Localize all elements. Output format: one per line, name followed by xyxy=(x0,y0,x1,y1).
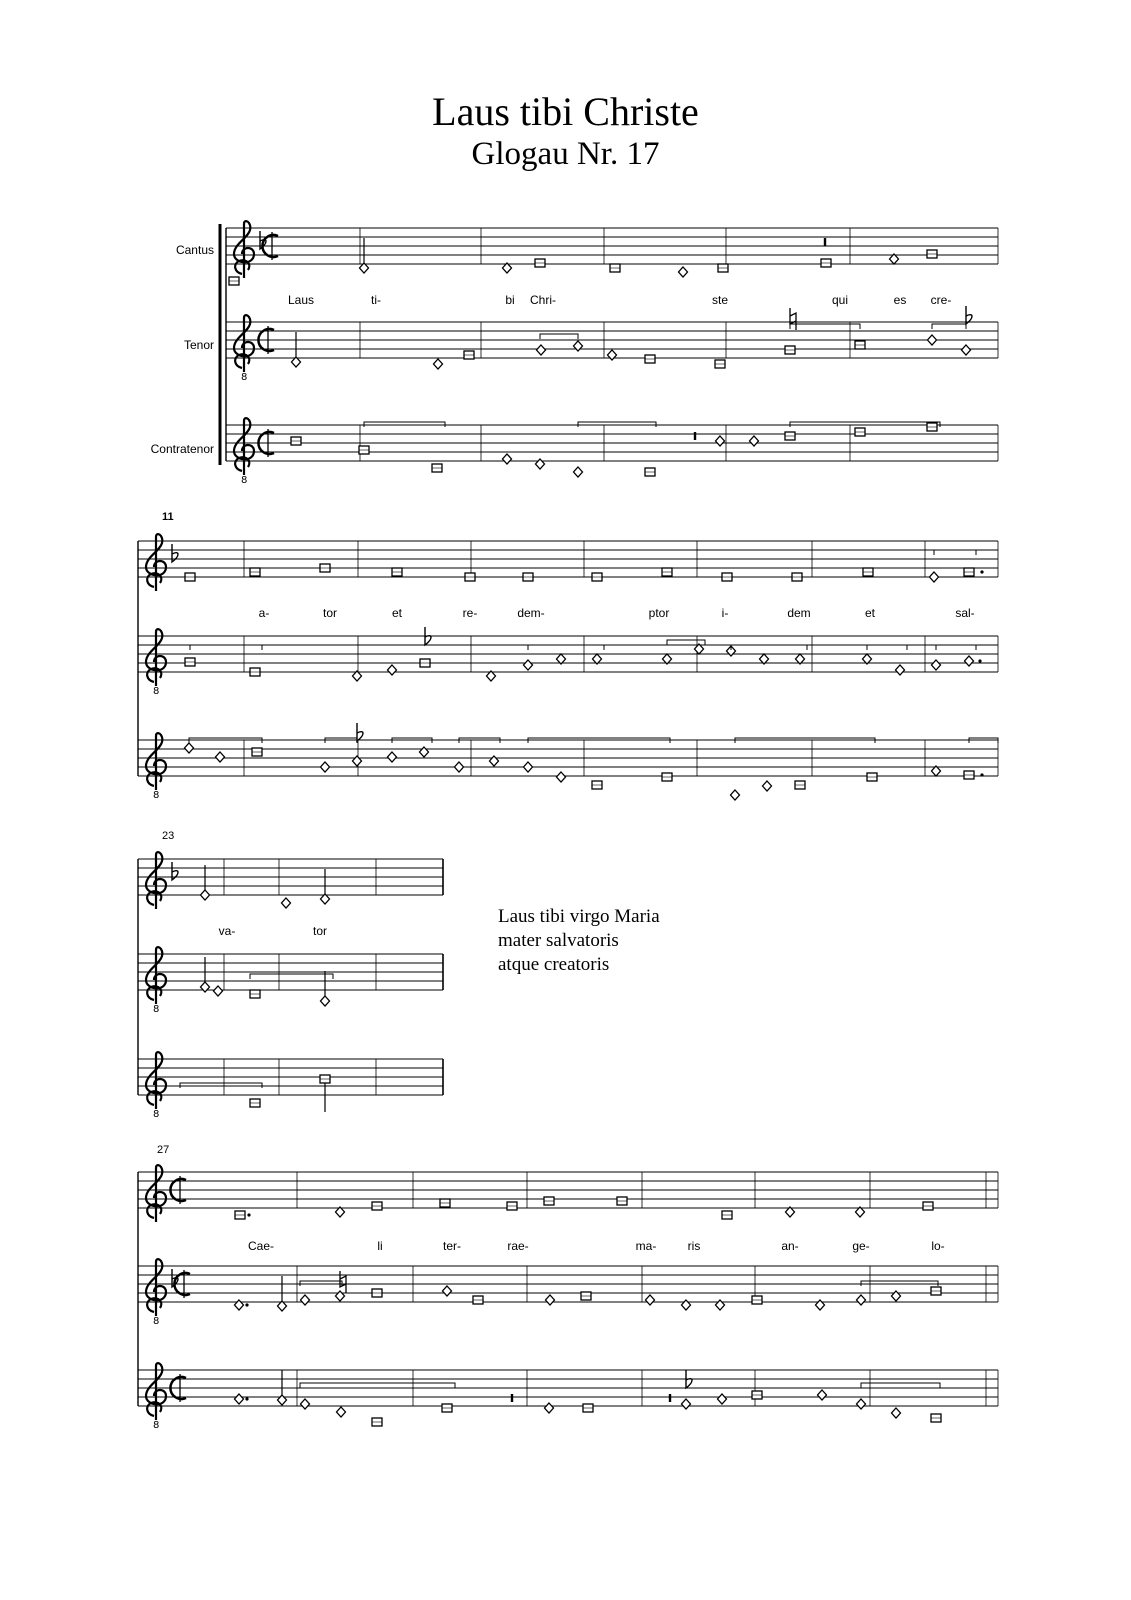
voice-label-contratenor: Contratenor xyxy=(150,442,214,456)
octave-eight-icon: 8 xyxy=(153,1316,160,1327)
semibreve-note xyxy=(932,660,941,670)
ligature-bracket xyxy=(300,1281,342,1286)
treble-clef-icon xyxy=(234,418,254,475)
semibreve-note xyxy=(682,1399,691,1409)
treble-clef-icon xyxy=(146,1363,166,1420)
semibreve-note xyxy=(282,898,291,908)
semibreve-note xyxy=(536,459,545,469)
measure-number-27: 27 xyxy=(157,1144,170,1156)
lyric-syllable: an- xyxy=(781,1239,799,1253)
ligature-bracket xyxy=(861,1383,940,1388)
semibreve-note xyxy=(434,359,443,369)
measure-number-23: 23 xyxy=(162,830,175,842)
semibreve-note xyxy=(360,263,369,273)
semibreve-note xyxy=(557,772,566,782)
semibreve-note xyxy=(388,665,397,675)
lyric-syllable: li xyxy=(377,1239,383,1253)
lyric-syllable: et xyxy=(391,606,403,620)
system-4 xyxy=(138,1165,998,1431)
semibreve-note xyxy=(353,756,362,766)
lyric-syllable: bi xyxy=(505,293,515,307)
semibreve-note xyxy=(545,1403,554,1413)
lyric-syllable: ris xyxy=(687,1239,701,1253)
semibreve-note xyxy=(278,1301,287,1311)
voice-label-tenor: Tenor xyxy=(183,338,214,352)
semibreve-note xyxy=(716,1300,725,1310)
ligature-bracket xyxy=(528,645,604,650)
semibreve-note xyxy=(965,656,974,666)
semibreve-note xyxy=(487,671,496,681)
semibreve-note xyxy=(574,341,583,351)
treble-clef-icon xyxy=(146,534,166,591)
poem-line: mater salvatoris xyxy=(498,930,619,951)
ligature-bracket xyxy=(250,974,333,979)
lyric-syllable: ge- xyxy=(852,1239,870,1253)
dot xyxy=(245,1303,248,1306)
semibreve-note xyxy=(524,762,533,772)
semibreve-note xyxy=(336,1207,345,1217)
poem-line: atque creatoris xyxy=(498,954,610,975)
flat-sign-icon xyxy=(966,306,972,324)
semibreve-note xyxy=(928,335,937,345)
treble-clef-icon xyxy=(146,733,166,790)
dot xyxy=(980,773,983,776)
semibreve-note xyxy=(278,1395,287,1405)
lyric-syllable: Cae- xyxy=(247,1239,275,1253)
ligature-bracket xyxy=(392,738,432,743)
semibreve-note xyxy=(750,436,759,446)
ligature-bracket xyxy=(867,645,907,650)
semibreve-note xyxy=(337,1407,346,1417)
dot xyxy=(245,1397,248,1400)
semibreve-note xyxy=(892,1408,901,1418)
natural-sign-icon xyxy=(790,308,796,330)
lyric-syllable: qui xyxy=(831,293,849,307)
treble-clef-icon xyxy=(146,1259,166,1316)
semibreve-note xyxy=(524,660,533,670)
semibreve-note xyxy=(443,1286,452,1296)
semibreve-note xyxy=(321,894,330,904)
measure-number-11: 11 xyxy=(162,511,174,523)
semibreve-note xyxy=(301,1399,310,1409)
semibreve-note xyxy=(896,665,905,675)
treble-clef-icon xyxy=(146,852,166,909)
ligature-bracket xyxy=(300,1383,455,1388)
semibreve-note xyxy=(760,654,769,664)
semibreve-note xyxy=(503,454,512,464)
lyric-syllable: ter- xyxy=(443,1239,461,1253)
semibreve-note xyxy=(786,1207,795,1217)
dot xyxy=(980,570,983,573)
lyrics xyxy=(219,293,975,1253)
treble-clef-icon xyxy=(146,1052,166,1109)
ligature-bracket xyxy=(932,324,966,329)
semibreve-note xyxy=(716,436,725,446)
ligature-bracket xyxy=(190,645,262,650)
lyric-syllable: Laus xyxy=(287,293,315,307)
ligature-bracket xyxy=(180,1083,262,1088)
semibreve-note xyxy=(336,1291,345,1301)
semibreve-note xyxy=(216,752,225,762)
semibreve-note xyxy=(593,654,602,664)
semibreve-note xyxy=(857,1295,866,1305)
natural-sign-icon xyxy=(340,1271,346,1293)
semibreve-note xyxy=(557,654,566,664)
ligature-bracket xyxy=(189,738,262,743)
voice-label-cantus: Cantus xyxy=(175,243,214,257)
treble-clef-icon xyxy=(234,221,254,278)
semibreve-note xyxy=(388,752,397,762)
semibreve-note xyxy=(763,781,772,791)
semibreve-note xyxy=(420,747,429,757)
lyric-syllable: tor xyxy=(312,924,328,938)
octave-eight-icon: 8 xyxy=(153,1109,160,1120)
lyric-syllable: ti- xyxy=(371,293,381,307)
semibreve-note xyxy=(818,1390,827,1400)
semibreve-note xyxy=(608,350,617,360)
semibreve-note xyxy=(695,644,704,654)
ligature-bracket xyxy=(790,324,860,329)
treble-clef-icon xyxy=(234,315,254,372)
semibreve-note xyxy=(292,357,301,367)
semibreve-note xyxy=(201,890,210,900)
ligature-bracket xyxy=(934,550,976,555)
ligature-bracket xyxy=(578,422,656,427)
flat-sign-icon xyxy=(357,723,363,741)
lyric-syllable: re- xyxy=(462,606,478,620)
octave-eight-icon: 8 xyxy=(241,475,248,486)
semibreve-note xyxy=(321,996,330,1006)
ligature-bracket xyxy=(459,738,500,743)
lyric-syllable: ma- xyxy=(635,1239,657,1253)
ligature-bracket xyxy=(969,738,998,743)
semibreve-note xyxy=(353,671,362,681)
semibreve-note xyxy=(816,1300,825,1310)
semibreve-note xyxy=(574,467,583,477)
semibreve-note xyxy=(930,572,939,582)
dot xyxy=(978,659,981,662)
semibreve-note xyxy=(546,1295,555,1305)
flat-sign-icon xyxy=(425,627,431,645)
semibreve-note xyxy=(890,254,899,264)
lyric-syllable: cre- xyxy=(930,293,952,307)
semibreve-note xyxy=(718,1394,727,1404)
treble-clef-icon xyxy=(146,1165,166,1222)
octave-eight-icon: 8 xyxy=(153,686,160,697)
semibreve-note xyxy=(537,345,546,355)
ligature-bracket xyxy=(936,645,976,650)
semibreve-note xyxy=(301,1295,310,1305)
system-3 xyxy=(138,852,443,1120)
semibreve-note xyxy=(679,267,688,277)
semibreve-note xyxy=(932,766,941,776)
semibreve-note xyxy=(214,986,223,996)
ligature-bracket xyxy=(528,738,670,743)
piece-subtitle: Glogau Nr. 17 xyxy=(471,136,660,172)
lyric-syllable: sal- xyxy=(955,606,975,620)
semibreve-note xyxy=(857,1399,866,1409)
semibreve-note xyxy=(892,1291,901,1301)
semibreve-note xyxy=(962,345,971,355)
treble-clef-icon xyxy=(146,947,166,1004)
semibreve-note xyxy=(185,743,194,753)
lyric-syllable: a- xyxy=(258,606,270,620)
semibreve-note xyxy=(863,654,872,664)
octave-eight-icon: 8 xyxy=(241,372,248,383)
poem-line: Laus tibi virgo Maria xyxy=(498,906,660,927)
octave-eight-icon: 8 xyxy=(153,1004,160,1015)
semibreve-note xyxy=(455,762,464,772)
semibreve-note xyxy=(201,982,210,992)
dot xyxy=(247,1213,250,1216)
semibreve-note xyxy=(503,263,512,273)
poem-text xyxy=(498,905,660,977)
lyric-syllable: va- xyxy=(218,924,236,938)
semibreve-note xyxy=(235,1300,244,1310)
ligature-bracket xyxy=(731,645,807,650)
lyric-syllable: rae- xyxy=(507,1239,529,1253)
lyric-syllable: Chri- xyxy=(530,293,556,307)
lyric-syllable: ste xyxy=(711,293,729,307)
ligature-bracket xyxy=(790,422,940,427)
lyric-syllable: dem- xyxy=(517,606,545,620)
lyric-syllable: dem xyxy=(787,606,811,620)
ligature-bracket xyxy=(735,738,875,743)
ligature-bracket xyxy=(325,738,357,743)
semibreve-note xyxy=(682,1300,691,1310)
lyric-syllable: et xyxy=(864,606,876,620)
semibreve-note xyxy=(490,756,499,766)
treble-clef-icon xyxy=(146,629,166,686)
lyric-syllable: i- xyxy=(721,606,729,620)
lyric-syllable: lo- xyxy=(931,1239,945,1253)
semibreve-note xyxy=(856,1207,865,1217)
octave-eight-icon: 8 xyxy=(153,790,160,801)
octave-eight-icon: 8 xyxy=(153,1420,160,1431)
piece-title: Laus tibi Christe xyxy=(432,89,699,134)
semibreve-note xyxy=(731,790,740,800)
ligature-bracket xyxy=(540,334,578,339)
lyric-syllable: es xyxy=(893,293,907,307)
semibreve-note xyxy=(796,654,805,664)
semibreve-note xyxy=(235,1394,244,1404)
ligature-bracket xyxy=(861,1281,938,1286)
lyric-syllable: ptor xyxy=(648,606,670,620)
lyric-syllable: tor xyxy=(322,606,338,620)
semibreve-note xyxy=(663,654,672,664)
notes xyxy=(180,238,998,1426)
flat-sign-icon xyxy=(686,1370,692,1388)
semibreve-note xyxy=(321,762,330,772)
semibreve-note xyxy=(646,1295,655,1305)
ligature-bracket xyxy=(364,422,445,427)
